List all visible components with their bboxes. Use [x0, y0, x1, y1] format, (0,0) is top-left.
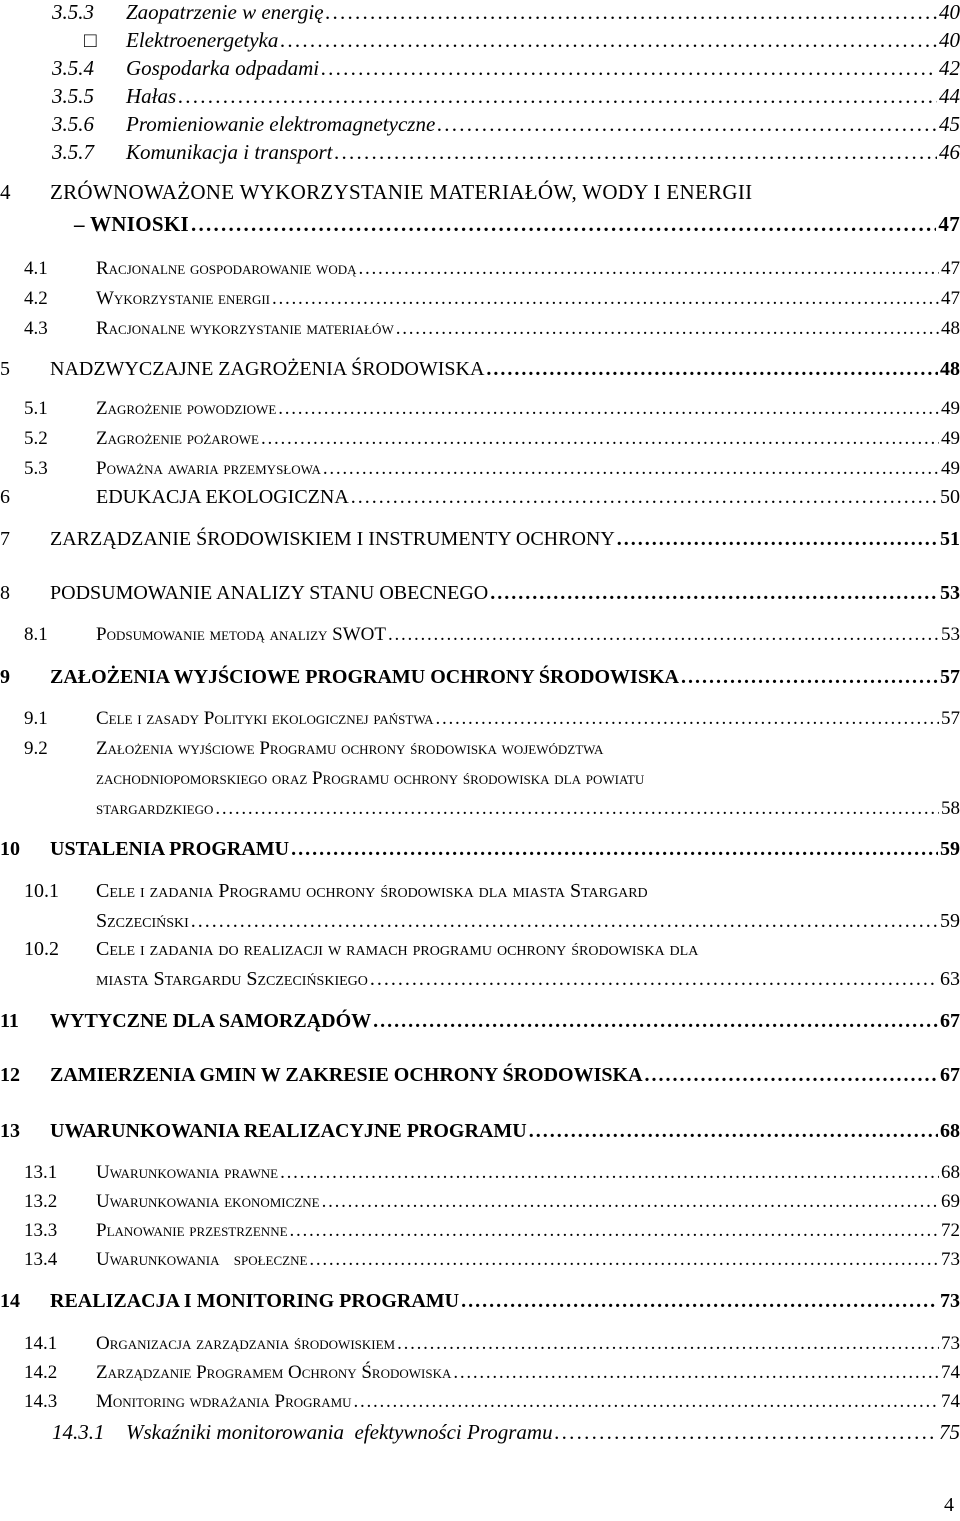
toc-title: PODSUMOWANIE ANALIZY STANU OBECNEGO	[50, 582, 489, 604]
toc-leader	[555, 1420, 937, 1445]
toc-entry[interactable]	[0, 398, 960, 426]
toc-number: 13.2	[24, 1191, 58, 1212]
toc-title-line: Cele i zadania do realizacji w ramach programu ochrony środowiska dla	[96, 938, 699, 960]
toc-page: 75	[939, 1420, 960, 1444]
toc-number: 3.5.3	[52, 0, 94, 24]
toc-title: Organizacja zarządzania środowiskiem	[96, 1333, 396, 1354]
toc-entry[interactable]	[0, 624, 960, 652]
toc-title: Uwarunkowania ekonomiczne	[96, 1191, 320, 1212]
toc-number: 5.1	[24, 398, 48, 419]
toc-entry[interactable]	[0, 838, 960, 868]
toc-entry[interactable]	[0, 428, 960, 456]
toc-title: – WNIOSKI	[74, 212, 189, 236]
toc-title: Wskaźniki monitorowania efektywności Programu	[126, 1420, 553, 1444]
toc-entry[interactable]	[0, 938, 960, 998]
toc-number: 5.3	[24, 458, 48, 479]
toc-entry[interactable]	[0, 84, 960, 112]
toc-number: 3.5.7	[52, 140, 94, 164]
toc-number: 7	[0, 528, 10, 550]
toc-entry[interactable]	[0, 358, 960, 388]
toc-entry[interactable]	[0, 458, 960, 486]
toc-number: 4	[0, 180, 11, 204]
toc-entry[interactable]	[0, 666, 960, 696]
toc-title: Poważna awaria przemysłowa	[96, 458, 321, 479]
toc-number: 3.5.5	[52, 84, 94, 108]
toc-title: WYTYCZNE DLA SAMORZĄDÓW	[50, 1010, 372, 1032]
toc-number: 12	[0, 1064, 20, 1086]
toc-number: 3.5.6	[52, 112, 94, 136]
toc-title: Zarządzanie Programem Ochrony Środowiska	[96, 1362, 452, 1383]
toc-entry[interactable]	[0, 1120, 960, 1150]
toc-leader	[323, 458, 939, 480]
toc-leader	[373, 1010, 938, 1033]
toc-title: Promieniowanie elektromagnetyczne	[126, 112, 436, 136]
toc-number: 5.2	[24, 428, 48, 449]
toc-page: 74	[941, 1391, 960, 1412]
toc-entry[interactable]	[0, 528, 960, 558]
toc-entry[interactable]	[0, 140, 960, 168]
toc-number: 6	[0, 486, 10, 508]
toc-leader	[486, 358, 938, 381]
toc-page: 46	[939, 140, 960, 164]
toc-leader	[261, 428, 939, 450]
toc-number: 10.1	[24, 880, 59, 902]
toc-page: 73	[940, 1290, 960, 1312]
toc-page: 48	[941, 318, 960, 339]
toc-number: 4.1	[24, 258, 48, 279]
toc-title: Racjonalne wykorzystanie materiałów	[96, 318, 394, 339]
toc-leader	[388, 624, 939, 646]
toc-number: 9.2	[24, 738, 48, 759]
toc-leader	[354, 1391, 939, 1413]
toc-page: 58	[941, 798, 960, 819]
toc-page: 45	[939, 112, 960, 136]
toc-entry[interactable]	[0, 1064, 960, 1094]
toc-page: 47	[941, 258, 960, 279]
toc-page: 47	[941, 288, 960, 309]
toc-page: 68	[941, 1162, 960, 1183]
toc-title: Podsumowanie metodą analizy SWOT	[96, 624, 386, 645]
toc-entry[interactable]	[0, 28, 960, 56]
toc-page: 57	[941, 708, 960, 729]
toc-leader	[437, 112, 937, 137]
toc-title: miasta Stargardu Szczecińskiego	[96, 968, 368, 990]
toc-number: 10.2	[24, 938, 59, 960]
toc-leader	[280, 1162, 939, 1184]
toc-page: 51	[940, 528, 960, 550]
toc-title: Zaopatrzenie w energię	[126, 0, 324, 24]
toc-entry[interactable]	[0, 486, 960, 516]
toc-entry[interactable]	[0, 1333, 960, 1361]
toc-page: 40	[939, 28, 960, 52]
toc-number: 13	[0, 1120, 20, 1142]
toc-number: 3.5.4	[52, 56, 94, 80]
toc-leader	[215, 798, 939, 820]
toc-number: 5	[0, 358, 10, 380]
toc-page: 73	[941, 1249, 960, 1270]
toc-page: 40	[939, 0, 960, 24]
toc-number: 13.3	[24, 1220, 58, 1241]
toc-title: REALIZACJA I MONITORING PROGRAMU	[50, 1290, 460, 1312]
toc-leader	[321, 56, 937, 81]
toc-entry[interactable]	[0, 180, 960, 250]
toc-title: Uwarunkowania prawne	[96, 1162, 279, 1183]
toc-title-line: Cele i zadania Programu ochrony środowiska dla miasta Stargard	[96, 880, 648, 902]
toc-title-line: Założenia wyjściowe Programu ochrony środowiska województwa	[96, 738, 604, 759]
toc-number: 13.4	[24, 1249, 58, 1270]
toc-page: 53	[940, 582, 960, 604]
toc-entry[interactable]	[0, 582, 960, 612]
toc-page: 42	[939, 56, 960, 80]
toc-page: 59	[940, 838, 960, 860]
toc-title: EDUKACJA EKOLOGICZNA	[96, 486, 349, 508]
toc-page: 74	[941, 1362, 960, 1383]
toc-leader	[191, 212, 936, 237]
toc-leader	[326, 0, 937, 25]
toc-title: Szczeciński	[96, 910, 189, 932]
toc-entry[interactable]	[0, 1420, 960, 1448]
toc-number: 14.3.1	[52, 1420, 105, 1444]
toc-title: Racjonalne gospodarowanie wodą	[96, 258, 357, 279]
toc-number: 14.1	[24, 1333, 58, 1354]
toc-leader	[351, 486, 938, 509]
toc-page: 44	[939, 84, 960, 108]
toc-leader	[178, 84, 937, 109]
toc-entry[interactable]	[0, 288, 960, 316]
toc-number: 9.1	[24, 708, 48, 729]
toc-leader	[290, 1220, 939, 1242]
toc-number: 9	[0, 666, 10, 688]
toc-title: Monitoring wdrażania Programu	[96, 1391, 352, 1412]
toc-page: 69	[941, 1191, 960, 1212]
toc-title: Elektroenergetyka	[126, 28, 279, 52]
toc-number: 8.1	[24, 624, 48, 645]
toc-title: ZARZĄDZANIE ŚRODOWISKIEM I INSTRUMENTY OCHRONY	[50, 528, 615, 550]
toc-number: 4.2	[24, 288, 48, 309]
toc-leader	[681, 666, 938, 689]
toc-leader	[191, 910, 938, 933]
toc-page: 53	[941, 624, 960, 645]
toc-title: ZAŁOŻENIA WYJŚCIOWE PROGRAMU OCHRONY ŚRODOWISKA	[50, 666, 679, 688]
toc-title: Zagrożenie pożarowe	[96, 428, 259, 449]
toc-entry[interactable]	[0, 880, 960, 940]
toc-entry[interactable]	[0, 1391, 960, 1419]
toc-entry[interactable]	[0, 1290, 960, 1320]
toc-leader	[461, 1290, 938, 1313]
toc-leader	[280, 28, 937, 53]
toc-page: 50	[940, 486, 960, 508]
toc-title-line: zachodniopomorskiego oraz Programu ochrony środowiska dla powiatu	[96, 768, 645, 789]
toc-page: 67	[940, 1064, 960, 1086]
toc-title: Hałas	[126, 84, 177, 108]
toc-leader	[272, 288, 939, 310]
toc-page: 57	[940, 666, 960, 688]
toc-leader	[309, 1249, 939, 1271]
toc-entry[interactable]	[0, 1249, 960, 1277]
toc-number: 14.3	[24, 1391, 58, 1412]
toc-title: UWARUNKOWANIA REALIZACYJNE PROGRAMU	[50, 1120, 527, 1142]
toc-title: Komunikacja i transport	[126, 140, 333, 164]
toc-leader	[436, 708, 939, 730]
toc-leader	[453, 1362, 939, 1384]
toc-page: 67	[940, 1010, 960, 1032]
toc-entry[interactable]	[0, 318, 960, 346]
toc-entry[interactable]	[0, 1362, 960, 1390]
toc-title: Wykorzystanie energii	[96, 288, 271, 309]
toc-title: Cele i zasady Polityki ekologicznej państwa	[96, 708, 434, 729]
toc-entry[interactable]	[0, 708, 960, 736]
toc-page: 63	[940, 968, 960, 990]
toc-page: 68	[940, 1120, 960, 1142]
toc-number: 4.3	[24, 318, 48, 339]
toc-title: Gospodarka odpadami	[126, 56, 320, 80]
toc-page: 48	[940, 358, 960, 380]
toc-entry[interactable]	[0, 112, 960, 140]
toc-page: 49	[941, 398, 960, 419]
bullet-icon: □	[84, 28, 97, 52]
toc-title: Zagrożenie powodziowe	[96, 398, 277, 419]
toc-title: Planowanie przestrzenne	[96, 1220, 288, 1241]
toc-title: stargardzkiego	[96, 798, 214, 819]
toc-page: 49	[941, 428, 960, 449]
toc-leader	[645, 1064, 938, 1087]
toc-leader	[335, 140, 937, 165]
toc-title: ZAMIERZENIA GMIN W ZAKRESIE OCHRONY ŚRODOWISKA	[50, 1064, 643, 1086]
toc-title-line: ZRÓWNOWAŻONE WYKORZYSTANIE MATERIAŁÓW, WODY I ENERGII	[50, 180, 753, 204]
toc-leader	[278, 398, 939, 420]
toc-entry[interactable]	[0, 1220, 960, 1248]
toc-leader	[617, 528, 938, 551]
toc-page: 72	[941, 1220, 960, 1241]
toc-page: 47	[938, 212, 960, 236]
toc-leader	[322, 1191, 939, 1213]
toc-page: 49	[941, 458, 960, 479]
toc-entry[interactable]	[0, 1010, 960, 1040]
toc-leader	[529, 1120, 938, 1143]
toc-number: 13.1	[24, 1162, 58, 1183]
toc-entry[interactable]	[0, 0, 960, 28]
toc-entry[interactable]	[0, 738, 960, 828]
toc-leader	[397, 1333, 939, 1355]
toc-leader	[359, 258, 940, 280]
toc-number: 11	[0, 1010, 19, 1032]
toc-title: NADZWYCZAJNE ZAGROŻENIA ŚRODOWISKA	[50, 358, 485, 380]
toc-leader	[370, 968, 938, 991]
toc-entry[interactable]	[0, 258, 960, 286]
toc-page: 59	[940, 910, 960, 932]
toc-entry[interactable]	[0, 1191, 960, 1219]
toc-number: 8	[0, 582, 10, 604]
page-number: 4	[944, 1494, 954, 1516]
toc-leader	[291, 838, 938, 861]
toc-entry[interactable]	[0, 56, 960, 84]
toc-number: 14	[0, 1290, 20, 1312]
toc-title: USTALENIA PROGRAMU	[50, 838, 290, 860]
toc-title: Uwarunkowania społeczne	[96, 1249, 308, 1270]
toc-leader	[490, 582, 938, 605]
toc-number: 10	[0, 838, 20, 860]
toc-entry[interactable]	[0, 1162, 960, 1190]
toc-number: 14.2	[24, 1362, 58, 1383]
toc-leader	[396, 318, 939, 340]
toc-page: 73	[941, 1333, 960, 1354]
